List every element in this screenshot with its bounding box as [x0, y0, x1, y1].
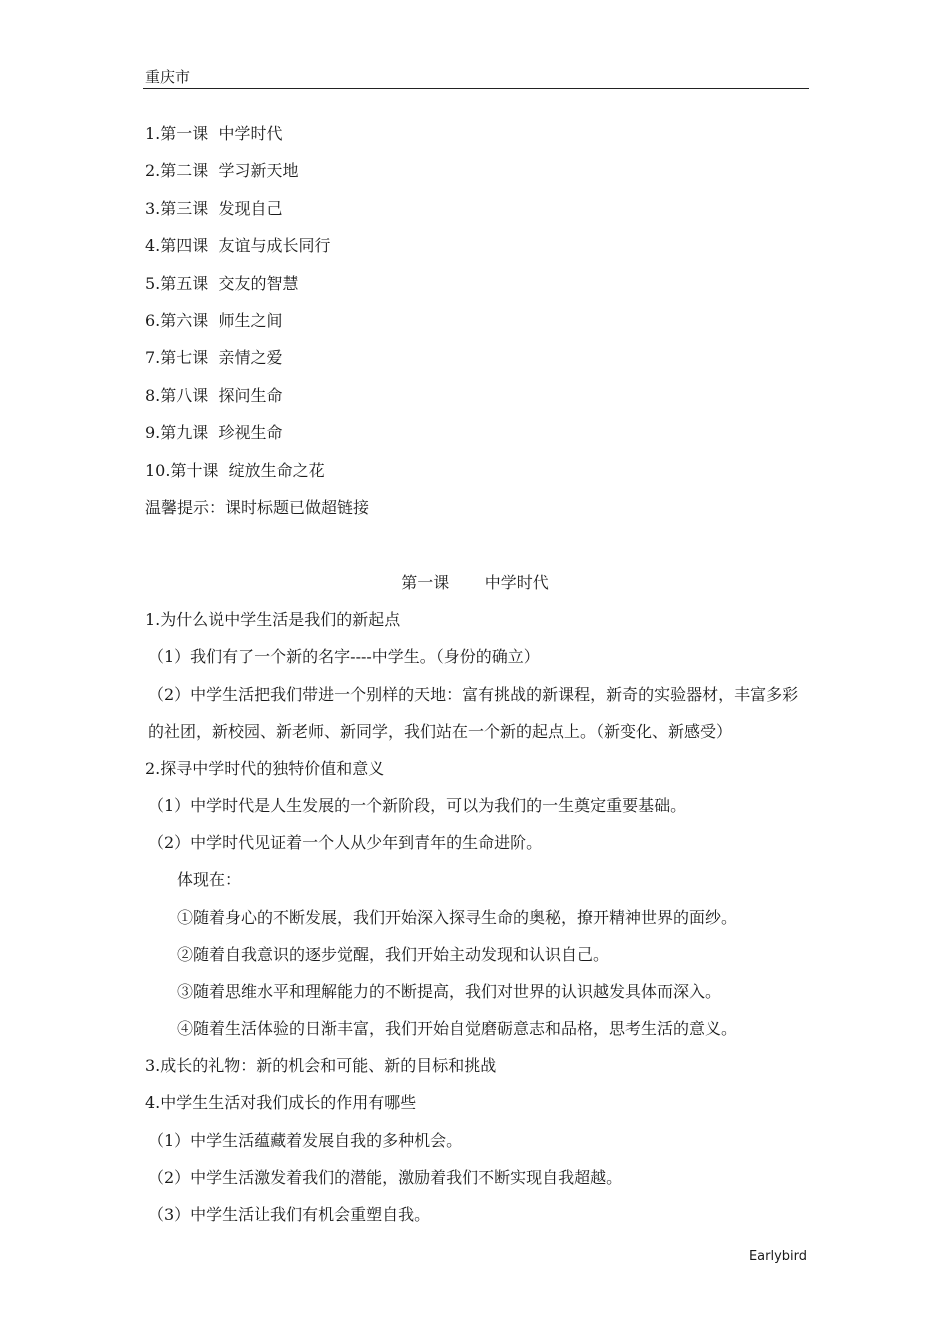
answer-4-3: （3）中学生活让我们有机会重塑自我。: [148, 1205, 431, 1225]
question-1: 1.为什么说中学生活是我们的新起点: [145, 610, 401, 629]
toc-link-lesson-2[interactable]: 2.第二课 学习新天地: [145, 161, 299, 181]
answer-4-1: （1）中学生活蕴藏着发展自我的多种机会。: [148, 1130, 463, 1150]
sub-point-1: ①随着身心的不断发展，我们开始深入探寻生命的奥秘，撩开精神世界的面纱。: [177, 907, 738, 927]
toc-link-lesson-4[interactable]: 4.第四课 友谊与成长同行: [145, 236, 331, 256]
toc-link-lesson-1[interactable]: 1.第一课 中学时代: [145, 124, 283, 143]
header-divider: [143, 88, 809, 89]
toc-link-lesson-10[interactable]: 10.第十课 绽放生命之花: [145, 460, 325, 480]
question-2: 2.探寻中学时代的独特价值和意义: [145, 758, 385, 778]
toc-link-lesson-6[interactable]: 6.第六课 师生之间: [145, 310, 283, 330]
toc-link-lesson-7[interactable]: 7.第七课 亲情之爱: [145, 348, 283, 368]
toc-link-lesson-3[interactable]: 3.第三课 发现自己: [145, 198, 283, 218]
table-of-contents: [145, 122, 805, 520]
lesson-title: 第一课 中学时代: [401, 573, 549, 592]
toc-link-lesson-8[interactable]: 8.第八课 探问生命: [145, 385, 283, 405]
footer-brand: Earlybird: [748, 1249, 807, 1264]
answer-1-2: （2）中学生活把我们带进一个别样的天地：富有挑战的新课程，新奇的实验器材，丰富多彩的社团，新校园、新老师、新同学，我们站在一个新的起点上。（新变化、新感受）: [148, 684, 799, 741]
lesson-content: [145, 608, 809, 1240]
hyperlink-tip: 温馨提示：课时标题已做超链接: [145, 497, 370, 517]
question-4: 4.中学生生活对我们成长的作用有哪些: [145, 1093, 417, 1113]
toc-link-lesson-9[interactable]: 9.第九课 珍视生命: [145, 423, 283, 443]
answer-1-1: （1）我们有了一个新的名字----中学生。（身份的确立）: [148, 647, 540, 667]
toc-link-lesson-5[interactable]: 5.第五课 交友的智慧: [145, 273, 299, 293]
question-3: 3.成长的礼物：新的机会和可能、新的目标和挑战: [145, 1056, 497, 1076]
sub-point-4: ④随着生活体验的日渐丰富，我们开始自觉磨砺意志和品格，思考生活的意义。: [177, 1019, 738, 1039]
sub-heading: 体现在：: [177, 870, 242, 890]
answer-4-2: （2）中学生活激发着我们的潜能，激励着我们不断实现自我超越。: [148, 1167, 623, 1187]
header-title: 重庆市: [145, 68, 191, 86]
sub-point-2: ②随着自我意识的逐步觉醒，我们开始主动发现和认识自己。: [177, 944, 610, 964]
sub-point-3: ③随着思维水平和理解能力的不断提高，我们对世界的认识越发具体而深入。: [177, 981, 722, 1001]
answer-2-1: （1）中学时代是人生发展的一个新阶段，可以为我们的一生奠定重要基础。: [148, 795, 687, 815]
answer-2-2: （2）中学时代见证着一个人从少年到青年的生命进阶。: [148, 833, 543, 853]
